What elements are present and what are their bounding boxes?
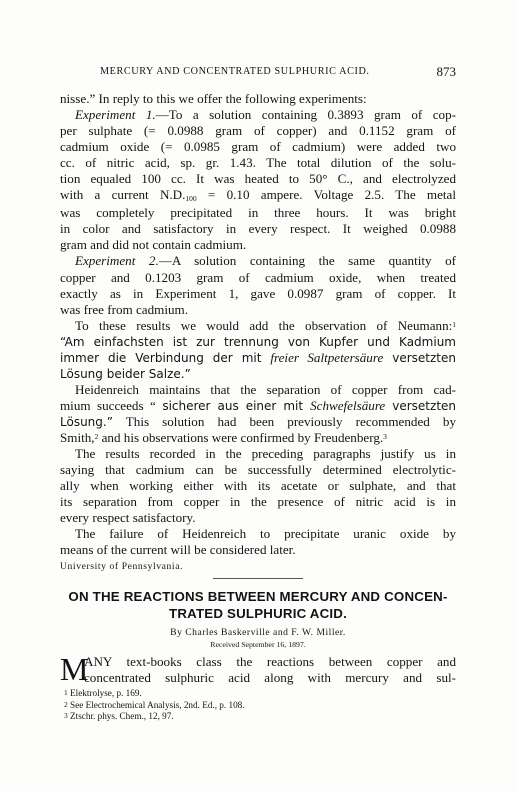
italic-text: Experiment 2. (75, 253, 159, 269)
footnote (60, 688, 456, 699)
paragraph-p4 (60, 318, 456, 382)
body-text (60, 91, 456, 558)
text-run: per sulphate (= 0.0988 gram of copper) and 0.1152 gram of (60, 123, 456, 139)
footnote-text: Ztschr. phys. Chem., 12, 97. (67, 711, 174, 722)
text-run: sicherer aus einer mit (162, 398, 311, 413)
byline: By Charles Baskerville and F. W. Miller. (170, 627, 346, 639)
text-run: = 0.10 ampere. Voltage 2.5. The metal (196, 187, 456, 203)
page (60, 64, 456, 722)
text-run: tion equaled 100 cc. It was heated to 50° C., and electrolyzed (60, 171, 456, 187)
page-number: 873 (436, 64, 456, 79)
running-head-title: MERCURY AND CONCENTRATED SULPHURIC ACID. (100, 66, 370, 77)
text-run: Smith, (60, 429, 95, 445)
text-run: Heidenreich maintains that the separation of copper from cad- (75, 381, 456, 397)
text-line (60, 350, 456, 366)
text-run: versetzten (383, 350, 456, 365)
text-run: was completely precipitated in three hours. It was bright (60, 205, 456, 221)
text-line (60, 494, 456, 510)
footnote-mark: 1 (64, 688, 68, 698)
text-run: gram and did not contain cadmium. (60, 237, 247, 253)
text-line (60, 430, 456, 446)
text-line (60, 334, 456, 350)
text-run: cadmium oxide (= 0.0985 gram of cadmium) were added two (60, 139, 456, 155)
text-run: exactly as in Experiment 1, gave 0.0987 gram of copper. It (60, 285, 456, 301)
text-run: copper and 0.1203 gram of cadmium oxide, when treated (60, 269, 456, 285)
article-title (60, 588, 456, 622)
text-run: To these results we would add the observation of Neumann: (75, 317, 453, 333)
text-line (60, 382, 456, 398)
footnote (60, 700, 456, 711)
text-run: —A solution containing the same quantity of (158, 253, 456, 269)
text-line (60, 270, 456, 286)
text-run: nisse.” In reply to this we offer the following experiments: (60, 91, 367, 106)
paragraph-p6 (60, 446, 456, 526)
paragraph-p5 (60, 382, 456, 446)
footnotes (60, 688, 456, 722)
text-line (60, 302, 456, 318)
text-run: ally when working either with its acetate or sulphate, and that (60, 478, 456, 494)
text-run: —To a solution containing 0.3893 gram of cop- (155, 107, 456, 123)
text-run: was free from cadmium. (60, 301, 188, 317)
text-run: The results recorded in the preceding paragraphs justify us in (75, 446, 456, 462)
text-run: saying that cadmium can be successfully determined electrolytic- (60, 462, 456, 478)
text-run: cc. of nitric acid, sp. gr. 1.43. The total dilution of the solu- (60, 155, 456, 171)
text-line (60, 221, 456, 237)
running-head (60, 64, 456, 84)
text-run: 100 (185, 194, 197, 204)
text-line (60, 107, 456, 123)
italic-text: freier Saltpetersäure (270, 349, 384, 365)
text-run: The failure of Heidenreich to precipitate uranic oxide by (75, 526, 456, 542)
text-run: “Am einfachsten ist zur trennung von Kupfer und Kadmium (60, 334, 456, 349)
text-line (60, 253, 456, 269)
text-run: versetzten (385, 398, 456, 413)
text-line (60, 542, 456, 558)
text-run: with a current N.D. (60, 187, 186, 203)
received-date: Received September 16, 1897. (210, 640, 306, 650)
text-run: every respect satisfactory. (60, 510, 196, 526)
text-line (60, 398, 456, 414)
text-run: means of the current will be considered later. (60, 542, 296, 558)
text-line (60, 462, 456, 478)
text-line (60, 446, 456, 462)
footnote-ref: 3 (383, 431, 387, 441)
text-line (60, 139, 456, 155)
text-line (60, 123, 456, 139)
paragraph-p7 (60, 526, 456, 558)
text-line (60, 510, 456, 526)
text-run: and his observations were confirmed by Freudenberg. (98, 429, 384, 445)
text-line (60, 526, 456, 542)
text-run: its separation from copper in the presence of nitric acid is in (60, 494, 456, 510)
affiliation: University of Pennsylvania. (60, 561, 184, 573)
paragraph-p2 (60, 107, 456, 253)
italic-text: Experiment 1. (75, 107, 156, 123)
footnote-ref: 2 (94, 431, 99, 441)
text-run: Lösung.” (60, 414, 113, 429)
text-run: in color and satisfactory in every respect. It weighed 0.0988 (60, 221, 456, 237)
text-line (60, 286, 456, 302)
lead-line: ANY text-books class the reactions between copper and (84, 654, 456, 670)
text-line (60, 318, 456, 334)
text-line (60, 478, 456, 494)
text-line (60, 187, 456, 205)
text-line (60, 155, 456, 171)
text-run: This solution had been previously recommended by (112, 413, 456, 429)
lead-paragraph (60, 651, 456, 688)
footnote-ref: 1 (452, 319, 456, 329)
drop-cap: M (60, 651, 89, 688)
footnote-mark: 3 (64, 711, 68, 721)
text-line (60, 171, 456, 187)
italic-text: Schwefelsäure (310, 397, 386, 413)
paragraph-p3 (60, 253, 456, 317)
text-line (60, 91, 456, 107)
text-line (60, 414, 456, 430)
text-run: immer die Verbindung der mit (60, 350, 271, 365)
footnote (60, 711, 456, 722)
text-run: Lösung beider Salze.” (60, 366, 191, 381)
article-title-line-1: ON THE REACTIONS BETWEEN MERCURY AND CONCEN- (68, 589, 448, 605)
text-line (60, 366, 456, 382)
footnote-mark: 2 (64, 699, 68, 709)
lead-line: concentrated sulphuric acid along with mercury and sul- (84, 670, 456, 686)
footnote-text: Elektrolyse, p. 169. (67, 688, 142, 699)
text-run: mium succeeds “ (60, 397, 163, 413)
article-title-line-2: TRATED SULPHURIC ACID. (169, 606, 347, 622)
text-line (60, 237, 456, 253)
paragraph-p1 (60, 91, 456, 107)
footnote-text: See Electrochemical Analysis, 2nd. Ed., p. 108. (67, 699, 245, 710)
section-divider (213, 578, 303, 579)
text-line (60, 205, 456, 221)
